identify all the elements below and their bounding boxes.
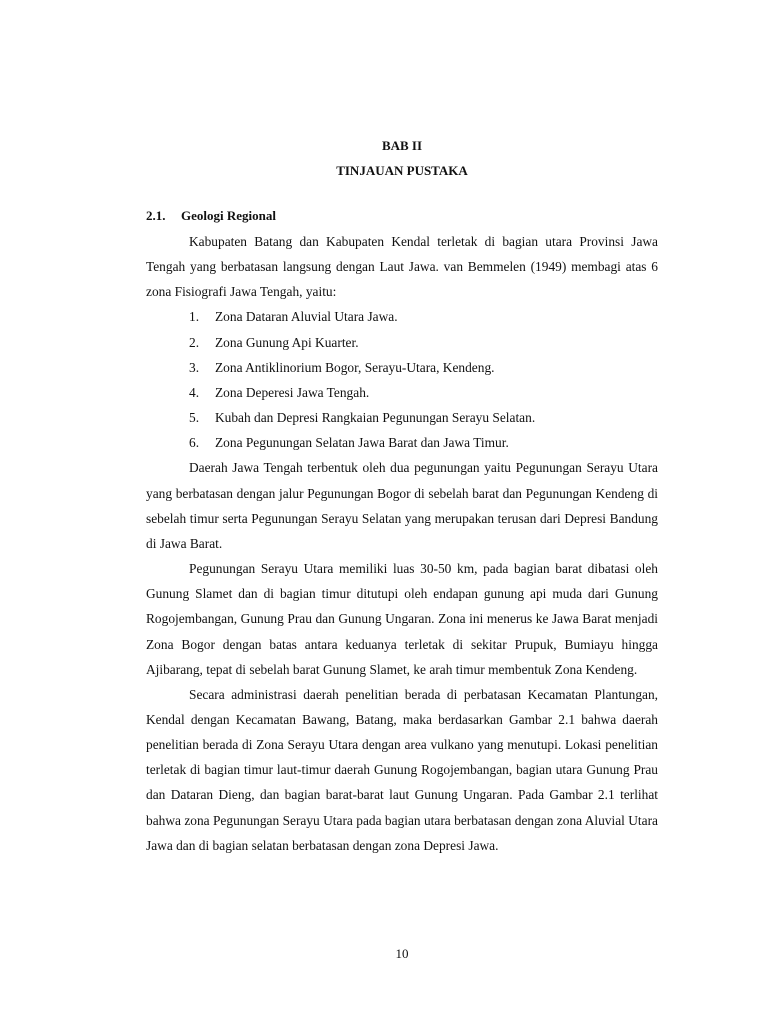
list-item (189, 430, 658, 455)
list-item-text: Zona Pegunungan Selatan Jawa Barat dan Jawa Timur. (215, 435, 509, 451)
paragraph-research-area: Secara administrasi daerah penelitian berada di perbatasan Kecamatan Plantungan, Kendal dengan Kecamatan Bawang, Batang, maka berdasarkan Gambar 2.1 bahwa daerah penelitian berada di Zona Serayu Utara dengan area vulkano yang menutupi. Lokasi penelitian terletak di bagian timur laut-timur daerah Gunung Rogojembangan, bagian utara Gunung Prau dan Dataran Dieng, dan bagian barat-barat laut Gunung Ungaran. Pada Gambar 2.1 terlihat bahwa zona Pegunungan Serayu Utara pada bagian utara berbatasan dengan zona Aluvial Utara Jawa dan di bagian selatan berbatasan dengan zona Depresi Jawa. (146, 686, 658, 853)
chapter-title: TINJAUAN PUSTAKA (336, 163, 468, 178)
list-item-text: Zona Antiklinorium Bogor, Serayu-Utara, Kendeng. (215, 359, 495, 375)
list-item-text: Zona Deperesi Jawa Tengah. (215, 384, 370, 400)
list-item-number: 1. (189, 309, 200, 325)
paragraph-serayu-utara: Pegunungan Serayu Utara memiliki luas 30-50 km, pada bagian barat dibatasi oleh Gunung Slamet dan di bagian timur ditutupi oleh endapan gunung api muda dari Gunung Rogojembangan, Gunung Prau dan Gunung Ungaran. Zona ini menerus ke Jawa Barat menjadi Zona Bogor dengan batas antara keduanya terletak di sekitar Prupuk, Bumiayu hingga Ajibarang, tepat di sebelah barat Gunung Slamet, ke arah timur membentuk Zona Kendeng. (146, 561, 658, 677)
section-title: Geologi Regional (181, 208, 276, 223)
list-item (189, 380, 658, 405)
list-item-text: Zona Dataran Aluvial Utara Jawa. (215, 309, 398, 325)
intro-paragraph: Kabupaten Batang dan Kabupaten Kendal terletak di bagian utara Provinsi Jawa Tengah yang berbatasan langsung dengan Laut Jawa. van Bemmelen (1949) membagi atas 6 zona Fisiografi Jawa Tengah, yaitu: (146, 234, 658, 300)
list-item-number: 2. (189, 334, 200, 350)
list-item (189, 330, 658, 355)
list-item-number: 5. (189, 410, 200, 426)
section-heading (146, 208, 658, 224)
paragraph-mountains: Daerah Jawa Tengah terbentuk oleh dua pegunungan yaitu Pegunungan Serayu Utara yang berbatasan dengan jalur Pegunungan Bogor di sebelah barat dan Pegunungan Kendeng di sebelah timur serta Pegunungan Serayu Selatan yang merupakan terusan dari Depresi Bandung di Jawa Barat. (146, 460, 658, 551)
list-item (189, 405, 658, 430)
list-item-text: Zona Gunung Api Kuarter. (215, 334, 359, 350)
list-item-number: 6. (189, 435, 200, 451)
page-number: 10 (395, 946, 409, 961)
list-item-number: 4. (189, 384, 200, 400)
list-item (189, 304, 658, 329)
list-item-text: Kubah dan Depresi Rangkaian Pegunungan Serayu Selatan. (215, 410, 536, 426)
section-number: 2.1. (146, 208, 166, 223)
zone-list (146, 304, 658, 455)
body-text (146, 229, 658, 858)
list-item (189, 355, 658, 380)
list-item-number: 3. (189, 359, 200, 375)
chapter-number: BAB II (381, 138, 423, 153)
